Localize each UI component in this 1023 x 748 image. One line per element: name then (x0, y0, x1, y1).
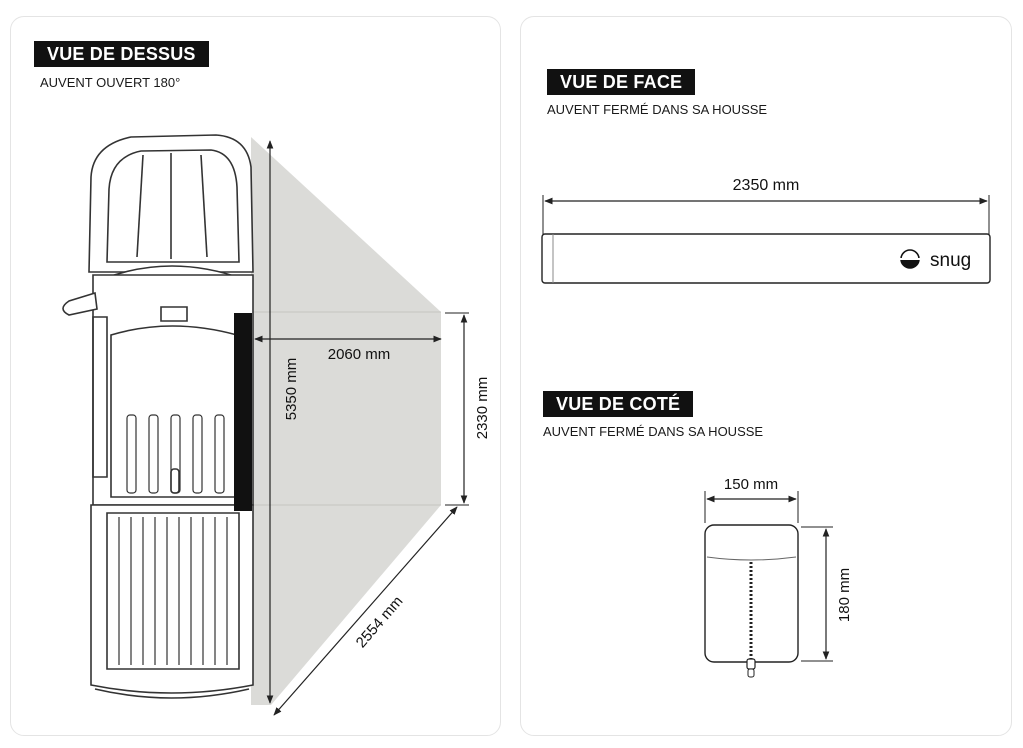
side-height-label: 180 mm (836, 567, 853, 623)
side-width-label: 150 mm (723, 476, 779, 493)
side-view-subtitle: AUVENT FERMÉ DANS SA HOUSSE (543, 424, 764, 439)
side-view-title: VUE DE COTÉ (543, 391, 693, 417)
top-view-panel (10, 16, 501, 736)
dim-label-2554: 2554 mm (352, 592, 407, 652)
awning-bag-side (705, 525, 798, 662)
dim-label-2060: 2060 mm (327, 346, 391, 363)
right-views-drawing (521, 17, 1011, 735)
front-view-title: VUE DE FACE (547, 69, 695, 95)
front-view-subtitle: AUVENT FERMÉ DANS SA HOUSSE (547, 102, 768, 117)
right-views-panel (520, 16, 1012, 736)
awning-bar (234, 313, 252, 511)
top-view-subtitle: AUVENT OUVERT 180° (40, 75, 181, 90)
dim-label-5350: 5350 mm (283, 357, 300, 421)
brand-name: snug (930, 250, 972, 271)
awning-bag-front (542, 234, 990, 283)
front-width-label: 2350 mm (732, 177, 800, 194)
top-view-title: VUE DE DESSUS (34, 41, 209, 67)
top-view-drawing (11, 17, 500, 735)
pickup-truck (63, 135, 253, 698)
awning-coverage-area (251, 137, 441, 705)
dim-label-2330: 2330 mm (474, 376, 491, 440)
